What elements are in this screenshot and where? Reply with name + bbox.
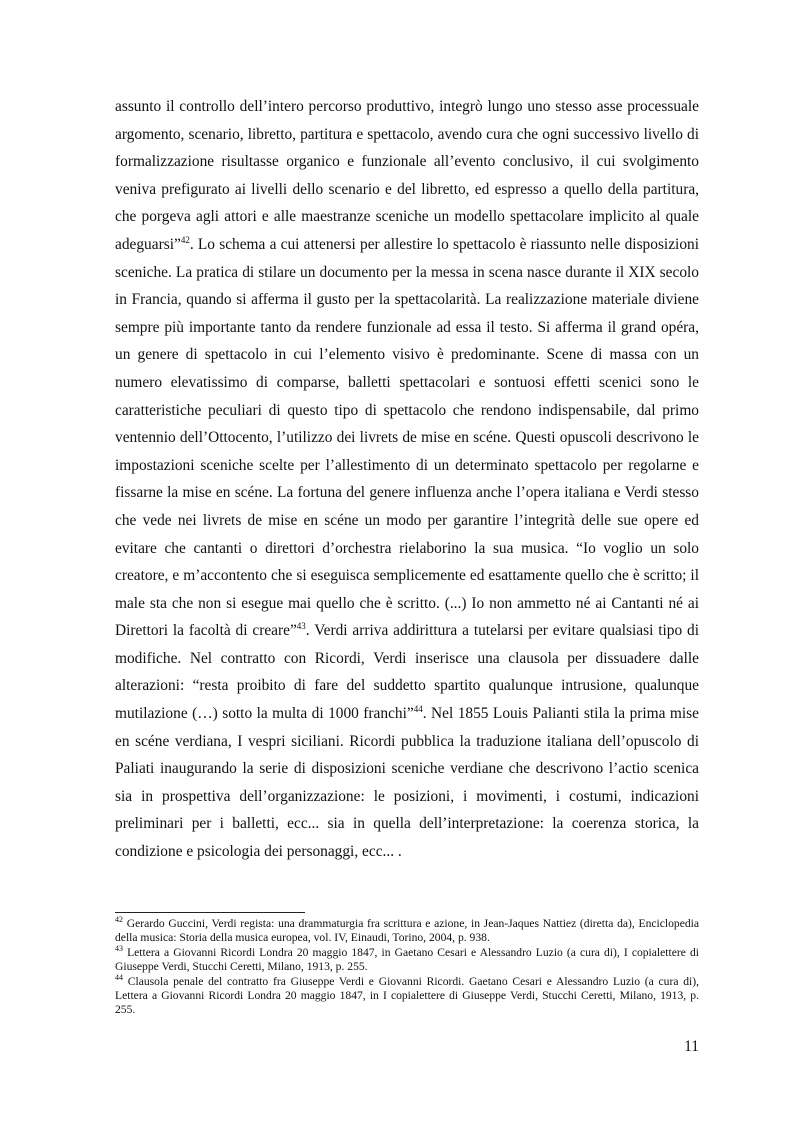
footnote [115, 917, 699, 946]
footnote-reference[interactable]: 43 [296, 621, 306, 632]
footnote [115, 943, 699, 975]
footnote-reference[interactable]: 44 [413, 703, 423, 714]
footnote-number: 44 [115, 972, 123, 982]
footnote-text: Lettera a Giovanni Ricordi Londra 20 maggio 1847, in Gaetano Cesari e Alessandro Luzio (a cura di), I copialettere di Giuseppe Verdi, Stucchi Ceretti, Milano, 1913, p. 255. [115, 945, 699, 974]
footnote-text: Gerardo Guccini, Verdi regista: una drammaturgia fra scrittura e azione, in Jean-Jaques Nattiez (diretta da), Enciclopedia della musica: Storia della musica europea, vol. IV, Einaudi, Torino, 2004, p. 938. [115, 917, 699, 945]
page-number: 11 [684, 1038, 699, 1055]
footnote-number: 43 [115, 943, 123, 953]
body-text-segment: . Lo schema a cui attenersi per allestire lo spettacolo è riassunto nelle disposizioni sceniche. La pratica di stilare un documento per la messa in scena nasce durante il XIX secolo in Francia, quando si afferma il gusto per la spettacolarità. La realizzazione materiale diviene sempre più importante tanto da rendere funzionale ad essa il testo. Si afferma il grand opéra, un genere di spettacolo in cui l’elemento visivo è predominante. Scene di massa con un numero elevatissimo di comparse, balletti spettacolari e sontuosi effetti scenici sono le caratteristiche peculiari di questo tipo di spettacolo che rendono indispensabile, dal primo ventennio dell’Ottocento, l’utilizzo dei livrets de mise en scéne. Questi opuscoli descrivono le impostazioni sceniche scelte per l’allestimento di un determinato spettacolo per regolarne e fissarne la mise en scéne. La fortuna del genere influenza anche l’opera italiana e Verdi stesso che vede nei livrets de mise en scéne un modo per garantire l’integrità delle sue opere ed evitare che cantanti o direttori d’orchestra rielaborino la sua musica. “Io voglio un solo creatore, e m’accontento che si eseguisca semplicemente ed esattamente quello che è scritto; il male sta che non si esegue mai quello che è scritto. (...) Io non ammetto né ai Cantanti né ai Direttori la facoltà di creare” [115, 235, 699, 640]
footnote-text: Clausola penale del contratto fra Giuseppe Verdi e Giovanni Ricordi. Gaetano Cesari e Alessandro Luzio (a cura di), Lettera a Giovanni Ricordi Londra 20 maggio 1847, in I copialettere di Giuseppe Verdi, Stucchi Ceretti, Milano, 1913, p. 255. [115, 974, 699, 1017]
footnote [115, 972, 699, 1018]
footnote-reference[interactable]: 42 [180, 234, 190, 245]
body-text-segment: . Verdi arriva addirittura a tutelarsi per evitare qualsiasi tipo di modifiche. Nel contratto con Ricordi, Verdi inserisce una clausola per dissuadere dalle alterazioni: “resta proibito di fare del suddetto spartito qualunque intrusione, qualunque mutilazione (…) sotto la multa di 1000 franchi” [115, 622, 699, 723]
footnote-separator [115, 912, 305, 913]
footnotes [115, 917, 699, 1018]
body-text-segment: . Nel 1855 Louis Palianti stila la prima mise en scéne verdiana, I vespri siciliani. Ricordi pubblica la traduzione italiana dell’opuscolo di Paliati inaugurando la serie di disposizioni sceniche verdiane che descrivono l’actio scenica sia in prospettiva dell’organizzazione: le posizioni, i movimenti, i costumi, indicazioni preliminari per i balletti, ecc... sia in quella dell’interpretazione: la coerenza storica, la condizione e psicologia dei personaggi, ecc... . [115, 705, 699, 861]
body-paragraph [115, 93, 699, 866]
footnote-number: 42 [115, 915, 123, 925]
body-text-segment: assunto il controllo dell’intero percorso produttivo, integrò lungo uno stesso asse processuale argomento, scenario, libretto, partitura e spettacolo, avendo cura che ogni successivo livello di formalizzazione risultasse organico e funzionale all’evento conclusivo, il cui svolgimento veniva prefigurato ai livelli dello scenario e del libretto, ed espresso a quello della partitura, che porgeva agli attori e alle maestranze sceniche un modello spettacolare implicito al quale adeguarsi” [115, 98, 699, 253]
